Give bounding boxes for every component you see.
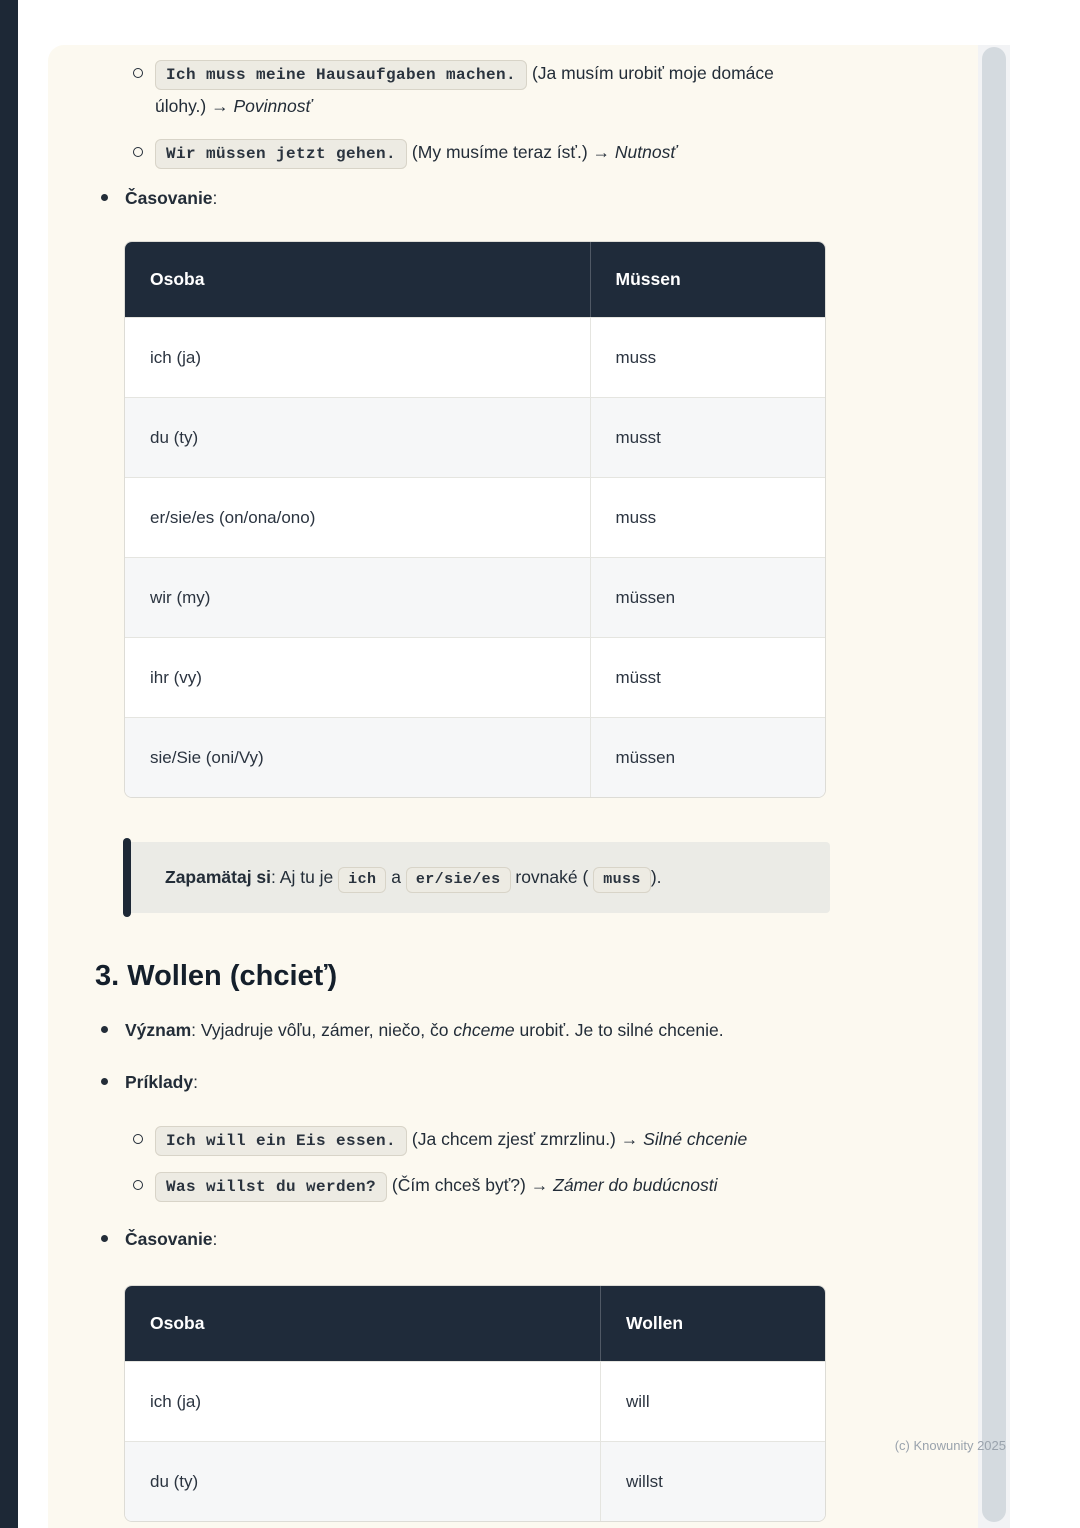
label-colon: : [212, 1229, 218, 1249]
example-tag: Silné chcenie [643, 1129, 748, 1149]
table-cell: willst [601, 1441, 825, 1521]
callout-lead: Zapamätaj si [165, 867, 272, 887]
watermark: (c) Knowunity 2025 [894, 1438, 1006, 1453]
example-translation: (My musíme teraz ísť.) [411, 142, 588, 162]
label-colon: : [193, 1072, 198, 1092]
list-item [95, 1169, 825, 1202]
label-text: Časovanie [125, 188, 213, 208]
scrollbar-thumb[interactable] [982, 47, 1006, 1522]
table-header-mussen: Müssen [591, 242, 826, 317]
callout-text: : Aj tu je [271, 867, 334, 887]
arrow-glyph: → [620, 1129, 639, 1149]
table-row [125, 477, 825, 557]
table-row [125, 397, 825, 477]
code-chip: er/sie/es [406, 867, 511, 893]
list-item [95, 57, 825, 123]
label-text: Časovanie [125, 1229, 213, 1249]
table-cell: ich (ja) [125, 1361, 601, 1441]
table-row [125, 1441, 825, 1521]
table-cell: ich (ja) [125, 317, 591, 397]
document-content [48, 45, 825, 1521]
table-row [125, 717, 825, 797]
example-tag: Povinnosť [233, 96, 312, 116]
table-cell: muss [591, 477, 826, 557]
document-panel [48, 45, 1010, 1528]
code-chip: ich [338, 867, 386, 893]
example-tag: Nutnosť [614, 142, 677, 162]
mussen-table [125, 242, 825, 797]
table-cell: muss [591, 317, 826, 397]
vyznam-text: urobiť. Je to silné chcenie. [519, 1020, 724, 1040]
table-cell: ihr (vy) [125, 637, 591, 717]
casovanie-label-mussen [95, 182, 825, 215]
table-row [125, 317, 825, 397]
table-cell: du (ty) [125, 1441, 601, 1521]
table-row [125, 1361, 825, 1441]
arrow-glyph: → [211, 96, 229, 116]
label-text: Význam [125, 1020, 192, 1040]
table-row [125, 637, 825, 717]
page-edge-bar [0, 0, 18, 1528]
code-chip: Ich will ein Eis essen. [155, 1126, 407, 1156]
example-translation: (Čím chceš byť?) [391, 1175, 526, 1195]
list-item [95, 136, 825, 169]
casovanie-label-wollen [95, 1223, 825, 1256]
table-cell: müssen [591, 557, 826, 637]
vyznam-item [95, 1014, 825, 1047]
code-chip: Ich muss meine Hausaufgaben machen. [155, 60, 527, 90]
table-cell: müssen [591, 717, 826, 797]
arrow-glyph: → [592, 142, 611, 162]
callout-text: rovnaké ( [515, 867, 589, 887]
table-header-osoba: Osoba [125, 1286, 601, 1361]
label-text: Príklady [125, 1072, 194, 1092]
label-colon: : [212, 188, 218, 208]
scrollbar[interactable] [978, 45, 1010, 1528]
section-heading-wollen: 3. Wollen (chcieť) [95, 960, 338, 992]
table-header-row [125, 242, 825, 317]
code-chip: Wir müssen jetzt gehen. [155, 139, 407, 169]
code-chip: muss [593, 867, 651, 893]
vyznam-italic: chceme [453, 1020, 515, 1040]
vyznam-text: : Vyjadruje vôľu, zámer, niečo, čo [191, 1020, 449, 1040]
example-translation: (Ja musím urobiť moje domáce úlohy.) [155, 63, 774, 116]
priklady-label [95, 1066, 825, 1099]
table-header-wollen: Wollen [601, 1286, 825, 1361]
mussen-examples-list [95, 57, 825, 169]
remember-callout [125, 842, 830, 913]
table-header-row [125, 1286, 825, 1361]
table-cell: müsst [591, 637, 826, 717]
callout-text: ). [650, 867, 662, 887]
code-chip: Was willst du werden? [155, 1172, 387, 1202]
table-row [125, 557, 825, 637]
list-item [95, 1123, 825, 1156]
table-header-osoba: Osoba [125, 242, 591, 317]
table-cell: will [601, 1361, 825, 1441]
callout-text: a [391, 867, 401, 887]
table-cell: sie/Sie (oni/Vy) [125, 717, 591, 797]
wollen-examples-list [95, 1123, 825, 1202]
table-cell: musst [591, 397, 826, 477]
example-tag: Zámer do budúcnosti [553, 1175, 718, 1195]
table-cell: du (ty) [125, 397, 591, 477]
wollen-table [125, 1286, 825, 1521]
example-translation: (Ja chcem zjesť zmrzlinu.) [411, 1129, 616, 1149]
table-cell: wir (my) [125, 557, 591, 637]
arrow-glyph: → [530, 1175, 549, 1195]
table-cell: er/sie/es (on/ona/ono) [125, 477, 591, 557]
